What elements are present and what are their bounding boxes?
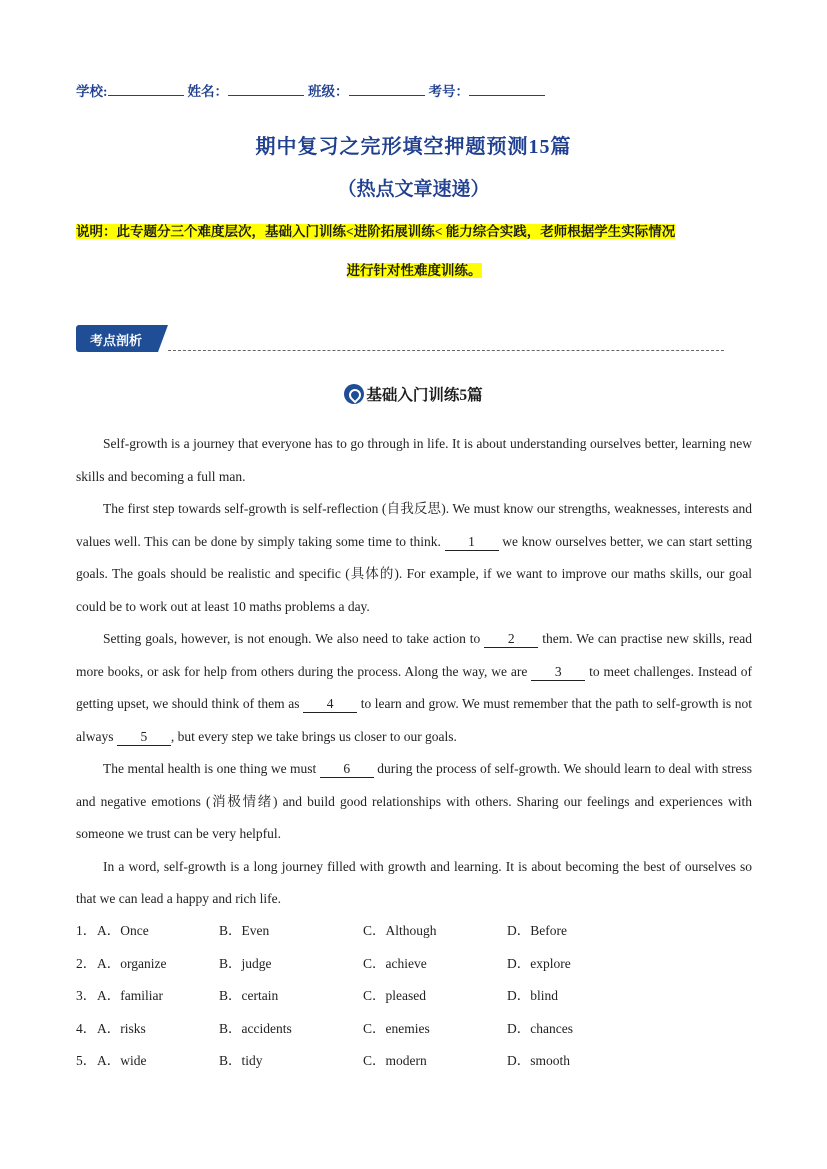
paragraph-4: The mental health is one thing we must 6 during the process of self-growth. We should learn to deal with stress and negative emotions (消极情绪) and build good relationships with others. Sharing our feelings and experiences with someone we trust can be very helpful. <box>76 761 752 841</box>
option-row-1 <box>76 915 752 948</box>
blank-3[interactable]: 3 <box>531 664 585 681</box>
blank-6[interactable]: 6 <box>320 761 374 778</box>
exam-no-label: 考号： <box>428 84 469 99</box>
cloze-passage <box>76 428 752 916</box>
location-pin-icon <box>344 384 364 404</box>
paragraph-2: The first step towards self-growth is self-reflection (自我反思). We must know our strengths, weaknesses, interests and values well. This can be done by simply taking some time to think. 1 we know ourselves better, we can start setting goals. The goals should be realistic and specific (具体的). For example, if we want to improve our maths skills, our goal could be to work out at least 10 maths problems a day. <box>76 501 753 614</box>
option-d[interactable]: D．Before <box>507 923 567 938</box>
class-label: 班级： <box>308 84 349 99</box>
paragraph-1: Self-growth is a journey that everyone has to go through in life. It is about understanding ourselves better, learning new skills and becoming a full man. <box>76 436 752 484</box>
paragraph-5: In a word, self-growth is a long journey filled with growth and learning. It is about becoming the best of ourselves so that we can lead a happy and rich life. <box>76 858 752 906</box>
student-info-line <box>76 80 545 100</box>
section-tab-label: 考点剖析 <box>90 334 143 349</box>
question-number: 1． <box>76 923 97 938</box>
option-a[interactable]: A．risks <box>97 1020 146 1036</box>
question-number: 2． <box>76 955 97 971</box>
note-line-1: 说明：此专题分三个难度层次，基础入门训练<进阶拓展训练< 能力综合实践，老师根据学生实际情况 <box>76 224 676 239</box>
instruction-note <box>76 220 752 283</box>
option-d[interactable]: D．blind <box>507 988 559 1003</box>
section-divider <box>168 350 724 351</box>
paragraph-3: Setting goals, however, is not enough. We also need to take action to 2 them. We can practise new skills, read more books, or ask for help from others during the process. Along the way, we are 3 to meet challenges. Instead of getting upset, we should think of them as 4 to learn and grow. We must remember that the path to self-growth is not always 5 , but every step we take brings us closer to our goals. <box>76 631 753 744</box>
option-b[interactable]: B．accidents <box>219 1020 292 1036</box>
question-number: 4． <box>76 1020 97 1036</box>
option-d[interactable]: D．explore <box>507 955 571 971</box>
option-b[interactable]: B．judge <box>219 955 272 971</box>
school-label: 学校: <box>76 84 108 99</box>
option-row-2 <box>76 948 752 981</box>
basic-heading-text: 基础入门训练5篇 <box>366 387 483 404</box>
page-subtitle: （热点文章速递） <box>337 179 490 200</box>
blank-4[interactable]: 4 <box>303 696 357 713</box>
school-blank[interactable] <box>108 83 184 96</box>
option-c[interactable]: C．modern <box>363 1053 427 1068</box>
option-row-5 <box>76 1045 752 1078</box>
note-line-2: 进行针对性难度训练。 <box>346 263 482 278</box>
option-b[interactable]: B．Even <box>219 923 270 938</box>
class-blank[interactable] <box>349 83 425 96</box>
blank-5[interactable]: 5 <box>117 729 171 746</box>
option-d[interactable]: D．smooth <box>507 1053 571 1068</box>
option-b[interactable]: B．certain <box>219 988 279 1003</box>
name-label: 姓名： <box>187 84 228 99</box>
option-b[interactable]: B．tidy <box>219 1053 263 1068</box>
option-a[interactable]: A．familiar <box>97 988 163 1003</box>
option-a[interactable]: A．Once <box>97 923 149 938</box>
section-tab <box>76 325 168 352</box>
option-a[interactable]: A．organize <box>97 955 167 971</box>
blank-2[interactable]: 2 <box>484 631 538 648</box>
options-list <box>76 915 752 1078</box>
page-title: 期中复习之完形填空押题预测15篇 <box>255 136 572 158</box>
option-c[interactable]: C．Although <box>363 923 437 938</box>
question-number: 5． <box>76 1053 97 1068</box>
exam-no-blank[interactable] <box>469 83 545 96</box>
option-row-4 <box>76 1013 752 1046</box>
option-c[interactable]: C．pleased <box>363 988 426 1003</box>
blank-1[interactable]: 1 <box>445 534 499 551</box>
question-number: 3． <box>76 988 97 1003</box>
option-c[interactable]: C．achieve <box>363 955 427 971</box>
name-blank[interactable] <box>228 83 304 96</box>
option-a[interactable]: A．wide <box>97 1053 147 1068</box>
option-d[interactable]: D．chances <box>507 1020 573 1036</box>
option-row-3 <box>76 980 752 1013</box>
option-c[interactable]: C．enemies <box>363 1020 430 1036</box>
basic-training-heading <box>0 383 827 405</box>
